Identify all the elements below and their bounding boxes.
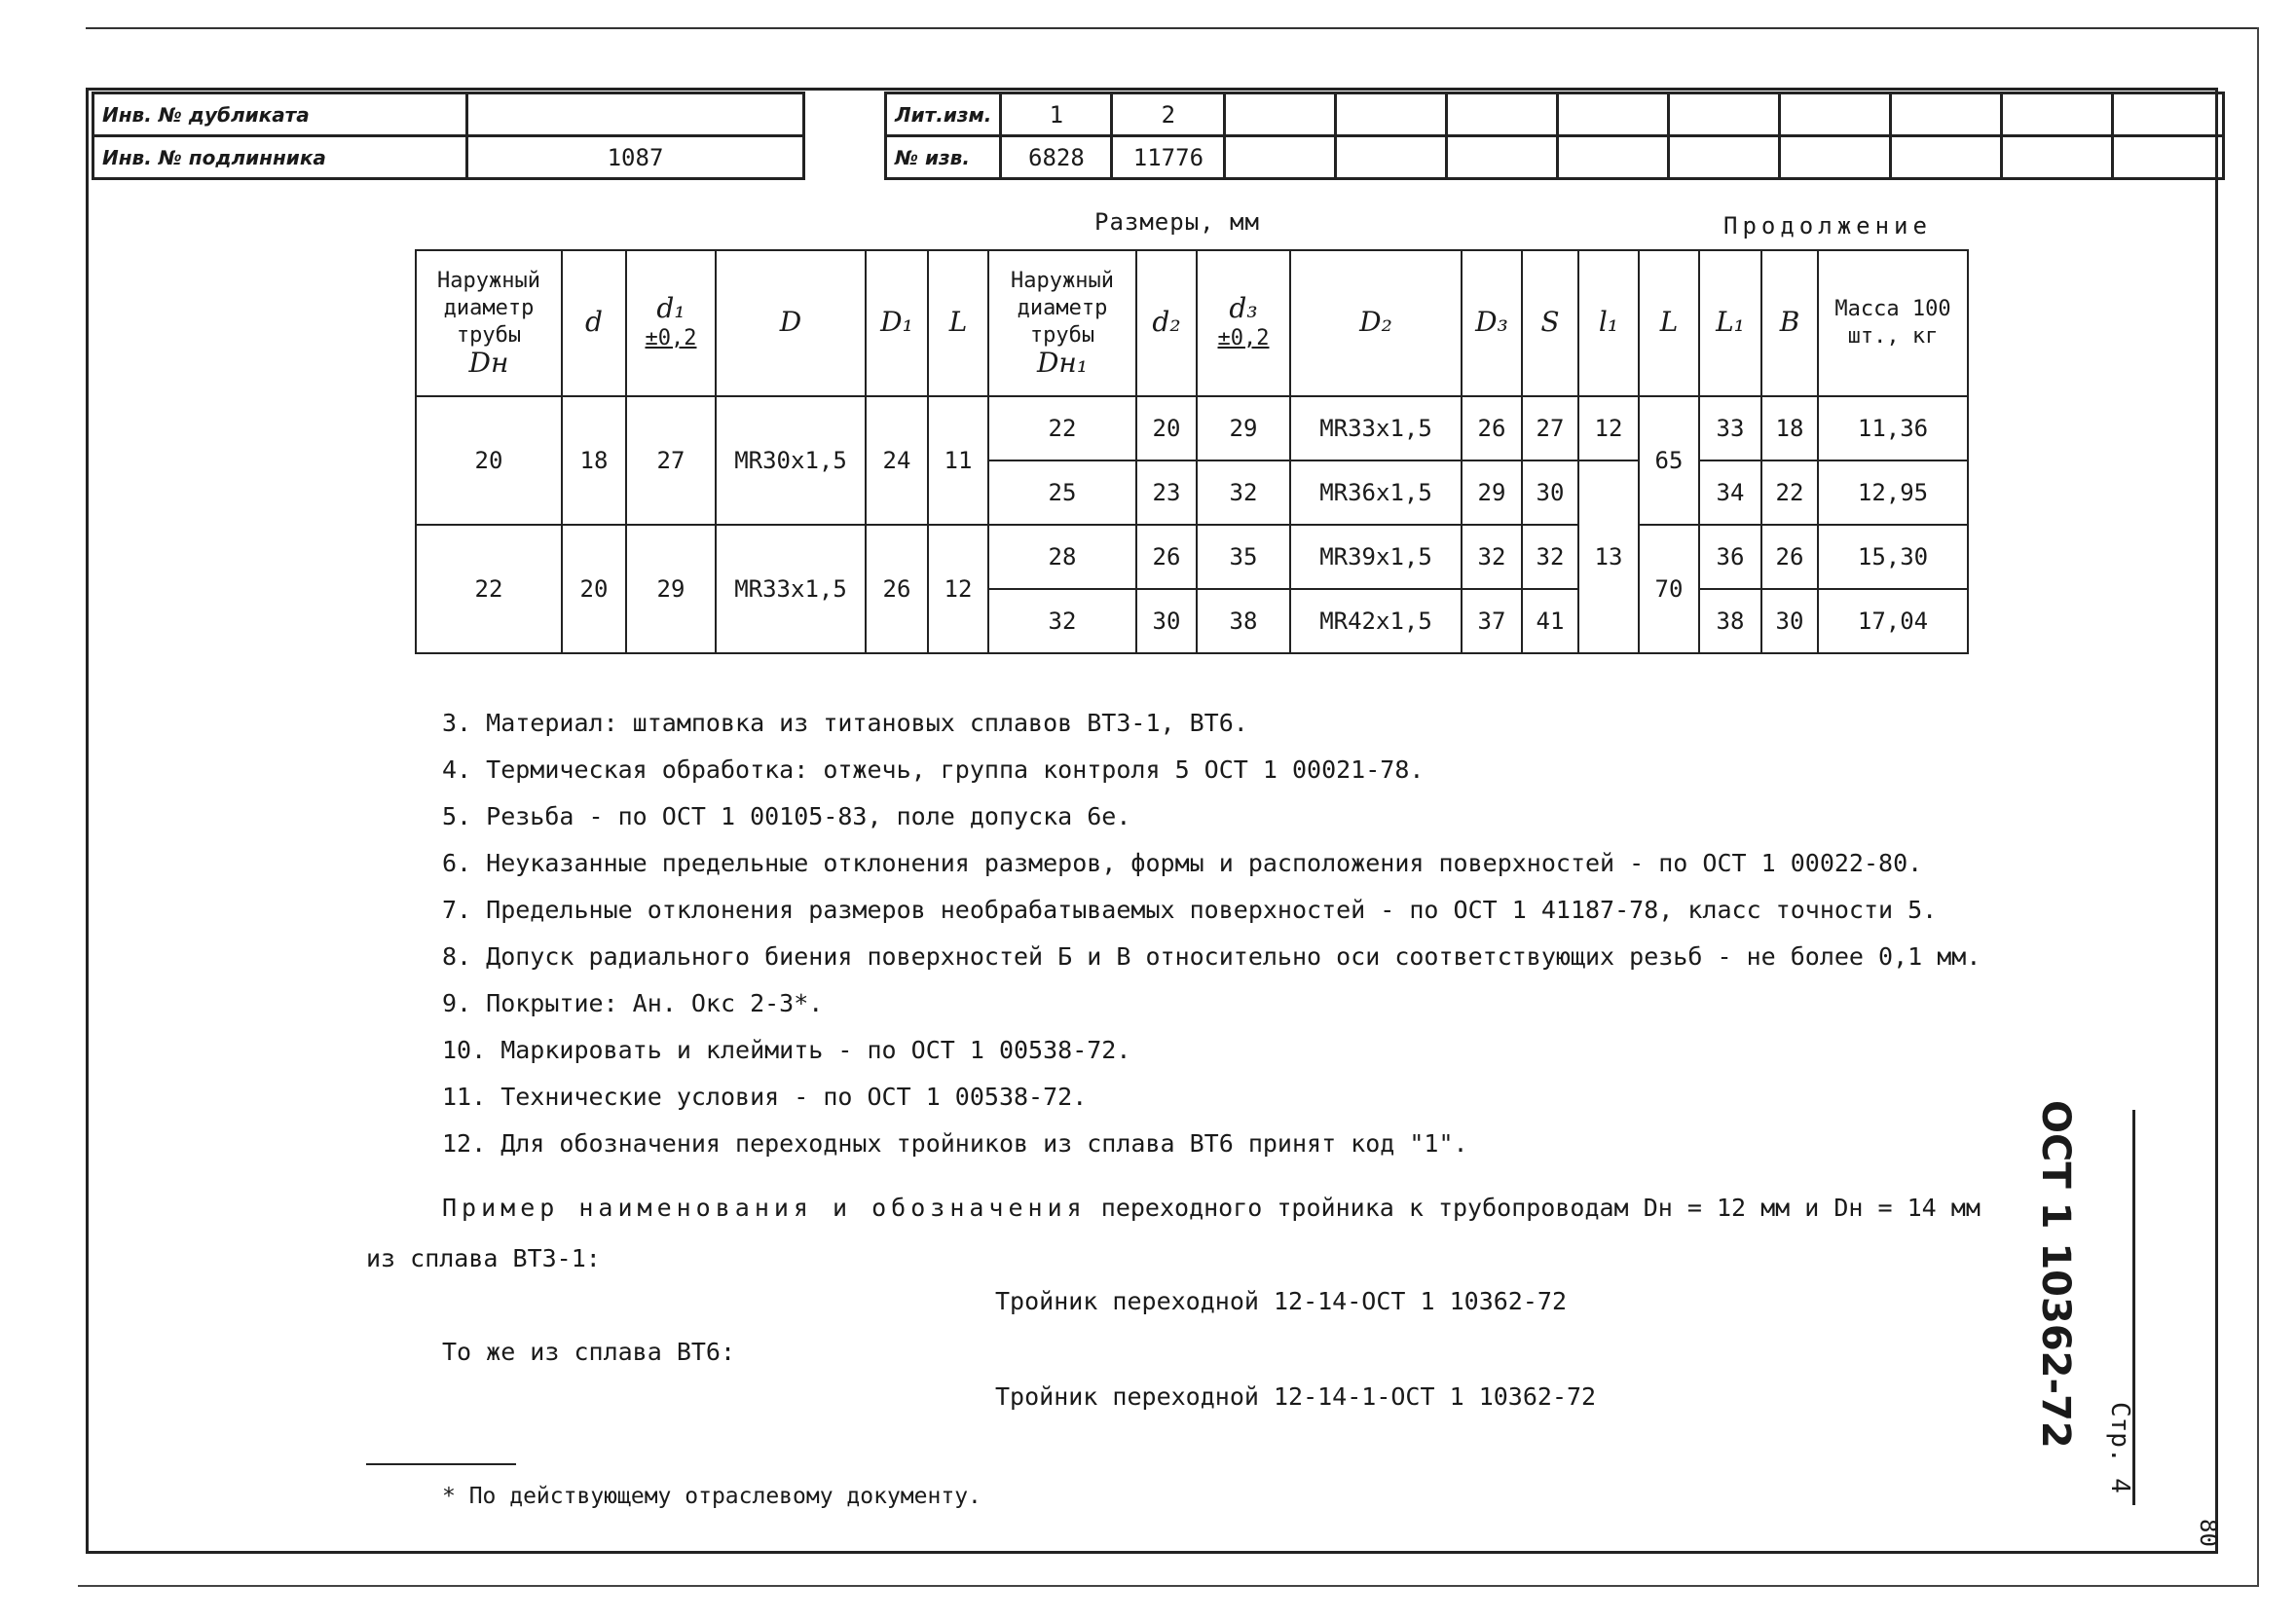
rev-cell — [1447, 93, 1558, 136]
header-value — [467, 93, 804, 136]
rev-cell — [2113, 136, 2224, 179]
footnote: * По действующему отраслевому документу. — [442, 1484, 981, 1509]
cell-d3: 29 — [1197, 396, 1290, 460]
header-D1: D₁ — [866, 250, 928, 396]
rev-cell — [2002, 93, 2113, 136]
cell-D2: MR33x1,5 — [1290, 396, 1462, 460]
cell-L-second: 65 — [1639, 396, 1699, 525]
cell-dh: 22 — [416, 525, 562, 653]
rev-cell — [1336, 136, 1447, 179]
rev-cell — [1669, 93, 1780, 136]
example-rest: переходного тройника к трубопроводам — [1100, 1194, 1629, 1222]
bottom-border-line — [78, 1585, 2259, 1587]
cell-B: 26 — [1761, 525, 1818, 589]
rev-cell — [1891, 93, 2002, 136]
header-dh1: Наружный диаметр трубы Dн₁ — [988, 250, 1136, 396]
header-inventory-table — [92, 92, 805, 180]
rev-cell — [2113, 93, 2224, 136]
cell-L1: 36 — [1699, 525, 1761, 589]
cell-B: 30 — [1761, 589, 1818, 653]
sheet-number: 80 — [2195, 1519, 2222, 1547]
header-dh: Наружный диаметр трубы Dн — [416, 250, 562, 396]
note-item: 7. Предельные отклонения размеров необрабатываемых поверхностей - по ОСТ 1 41187-78, класс точности 5. — [442, 896, 1938, 924]
example-lead: Пример наименования и обозначения — [442, 1194, 1087, 1222]
cell-D1: 26 — [866, 525, 928, 653]
cell-dh1: 28 — [988, 525, 1136, 589]
example-paragraph — [442, 1194, 1981, 1222]
note-item: 12. Для обозначения переходных тройников из сплава ВТ6 принят код "1". — [442, 1129, 1468, 1158]
header-row-original — [93, 136, 804, 179]
example-line2: из сплава ВТ3-1: — [366, 1244, 601, 1272]
header-l1: l₁ — [1578, 250, 1639, 396]
cell-L1: 34 — [1699, 460, 1761, 525]
header-revision-table — [884, 92, 2225, 180]
cell-S: 27 — [1522, 396, 1578, 460]
header-L1: L₁ — [1699, 250, 1761, 396]
cell-l1: 12 — [1578, 396, 1639, 460]
example-dh-2: Dн = 14 мм — [1833, 1194, 1981, 1222]
cell-d3: 32 — [1197, 460, 1290, 525]
cell-mass: 15,30 — [1818, 525, 1968, 589]
standard-code: ОСТ 1 10362-72 — [2033, 1100, 2078, 1449]
table-row — [416, 396, 1968, 460]
note-item: 8. Допуск радиального биения поверхностей Б и В относительно оси соответствующих резьб - не более 0,1 мм. — [442, 942, 1981, 971]
stamp-rule — [2132, 1110, 2135, 1505]
header-D: D — [716, 250, 866, 396]
rev-cell — [1780, 93, 1891, 136]
cell-mass: 17,04 — [1818, 589, 1968, 653]
note-item: 10. Маркировать и клеймить - по ОСТ 1 00538-72. — [442, 1036, 1131, 1064]
cell-D3: 37 — [1462, 589, 1522, 653]
note-item: 9. Покрытие: Ан. Окс 2-3*. — [442, 989, 824, 1017]
header-d1: d₁ ±0,2 — [626, 250, 716, 396]
cell-d2: 20 — [1136, 396, 1197, 460]
cell-d1: 29 — [626, 525, 716, 653]
rev-cell — [1558, 136, 1669, 179]
header-d: d — [562, 250, 626, 396]
top-border-line — [86, 27, 2257, 29]
cell-S: 30 — [1522, 460, 1578, 525]
header-L-second: L — [1639, 250, 1699, 396]
page-label: Стр. 4 — [2105, 1402, 2134, 1493]
example-designation-2: Тройник переходной 12-14-1-ОСТ 1 10362-72 — [995, 1382, 1597, 1411]
cell-d2: 26 — [1136, 525, 1197, 589]
rev-cell — [1225, 136, 1336, 179]
rev-cell — [1225, 93, 1336, 136]
header-row-letter — [886, 93, 2224, 136]
cell-S: 41 — [1522, 589, 1578, 653]
cell-dh1: 32 — [988, 589, 1136, 653]
cell-d: 20 — [562, 525, 626, 653]
header-D2: D₂ — [1290, 250, 1462, 396]
table-caption: Размеры, мм — [1094, 208, 1260, 236]
cell-D3: 26 — [1462, 396, 1522, 460]
cell-D2: MR36x1,5 — [1290, 460, 1462, 525]
rev-cell — [1558, 93, 1669, 136]
cell-D: MR33x1,5 — [716, 525, 866, 653]
header-row-duplicate — [93, 93, 804, 136]
cell-D3: 29 — [1462, 460, 1522, 525]
rev-cell — [1891, 136, 2002, 179]
cell-dh1: 25 — [988, 460, 1136, 525]
header-D3: D₃ — [1462, 250, 1522, 396]
cell-mass: 12,95 — [1818, 460, 1968, 525]
note-item: 4. Термическая обработка: отжечь, группа контроля 5 ОСТ 1 00021-78. — [442, 755, 1425, 784]
dimensions-table — [415, 249, 1969, 654]
cell-mass: 11,36 — [1818, 396, 1968, 460]
table-continuation: Продолжение — [1723, 212, 1932, 239]
cell-B: 22 — [1761, 460, 1818, 525]
header-value: 1087 — [467, 136, 804, 179]
rev-cell: 1 — [1001, 93, 1112, 136]
header-label: Инв. № подлинника — [93, 136, 467, 179]
cell-D2: MR39x1,5 — [1290, 525, 1462, 589]
header-label: Лит.изм. — [886, 93, 1001, 136]
cell-d3: 38 — [1197, 589, 1290, 653]
header-d3: d₃ ±0,2 — [1197, 250, 1290, 396]
header-label: Инв. № дубликата — [93, 93, 467, 136]
cell-D1: 24 — [866, 396, 928, 525]
cell-D3: 32 — [1462, 525, 1522, 589]
cell-dh1: 22 — [988, 396, 1136, 460]
rev-cell — [1780, 136, 1891, 179]
rev-cell — [2002, 136, 2113, 179]
header-d2: d₂ — [1136, 250, 1197, 396]
rev-cell: 2 — [1112, 93, 1225, 136]
header-mass: Масса 100 шт., кг — [1818, 250, 1968, 396]
cell-d: 18 — [562, 396, 626, 525]
example-same: То же из сплава ВТ6: — [442, 1338, 736, 1366]
cell-L: 11 — [928, 396, 988, 525]
cell-D2: MR42x1,5 — [1290, 589, 1462, 653]
rev-cell — [1669, 136, 1780, 179]
cell-l1: 13 — [1578, 460, 1639, 653]
cell-d3: 35 — [1197, 525, 1290, 589]
note-item: 3. Материал: штамповка из титановых сплавов ВТ3-1, ВТ6. — [442, 709, 1248, 737]
cell-L-second: 70 — [1639, 525, 1699, 653]
cell-d2: 30 — [1136, 589, 1197, 653]
cell-dh: 20 — [416, 396, 562, 525]
example-designation-1: Тройник переходной 12-14-ОСТ 1 10362-72 — [995, 1287, 1567, 1315]
cell-L1: 33 — [1699, 396, 1761, 460]
rev-cell — [1336, 93, 1447, 136]
note-item: 6. Неуказанные предельные отклонения размеров, формы и расположения поверхностей - по ОСТ 1 00022-80. — [442, 849, 1923, 877]
cell-L: 12 — [928, 525, 988, 653]
rev-cell: 6828 — [1001, 136, 1112, 179]
note-item: 11. Технические условия - по ОСТ 1 00538-72. — [442, 1083, 1088, 1111]
header-row-notice — [886, 136, 2224, 179]
cell-B: 18 — [1761, 396, 1818, 460]
rev-cell: 11776 — [1112, 136, 1225, 179]
table-row — [416, 525, 1968, 589]
cell-d2: 23 — [1136, 460, 1197, 525]
example-dh-1: Dн = 12 мм и — [1643, 1194, 1820, 1222]
header-S: S — [1522, 250, 1578, 396]
header-L: L — [928, 250, 988, 396]
header-B: B — [1761, 250, 1818, 396]
header-label: № изв. — [886, 136, 1001, 179]
rev-cell — [1447, 136, 1558, 179]
note-item: 5. Резьба - по ОСТ 1 00105-83, поле допуска 6е. — [442, 802, 1131, 830]
cell-L1: 38 — [1699, 589, 1761, 653]
cell-d1: 27 — [626, 396, 716, 525]
right-border-line — [2257, 27, 2259, 1585]
cell-D: MR30x1,5 — [716, 396, 866, 525]
footnote-rule — [366, 1463, 516, 1465]
cell-S: 32 — [1522, 525, 1578, 589]
dims-header-row — [416, 250, 1968, 396]
